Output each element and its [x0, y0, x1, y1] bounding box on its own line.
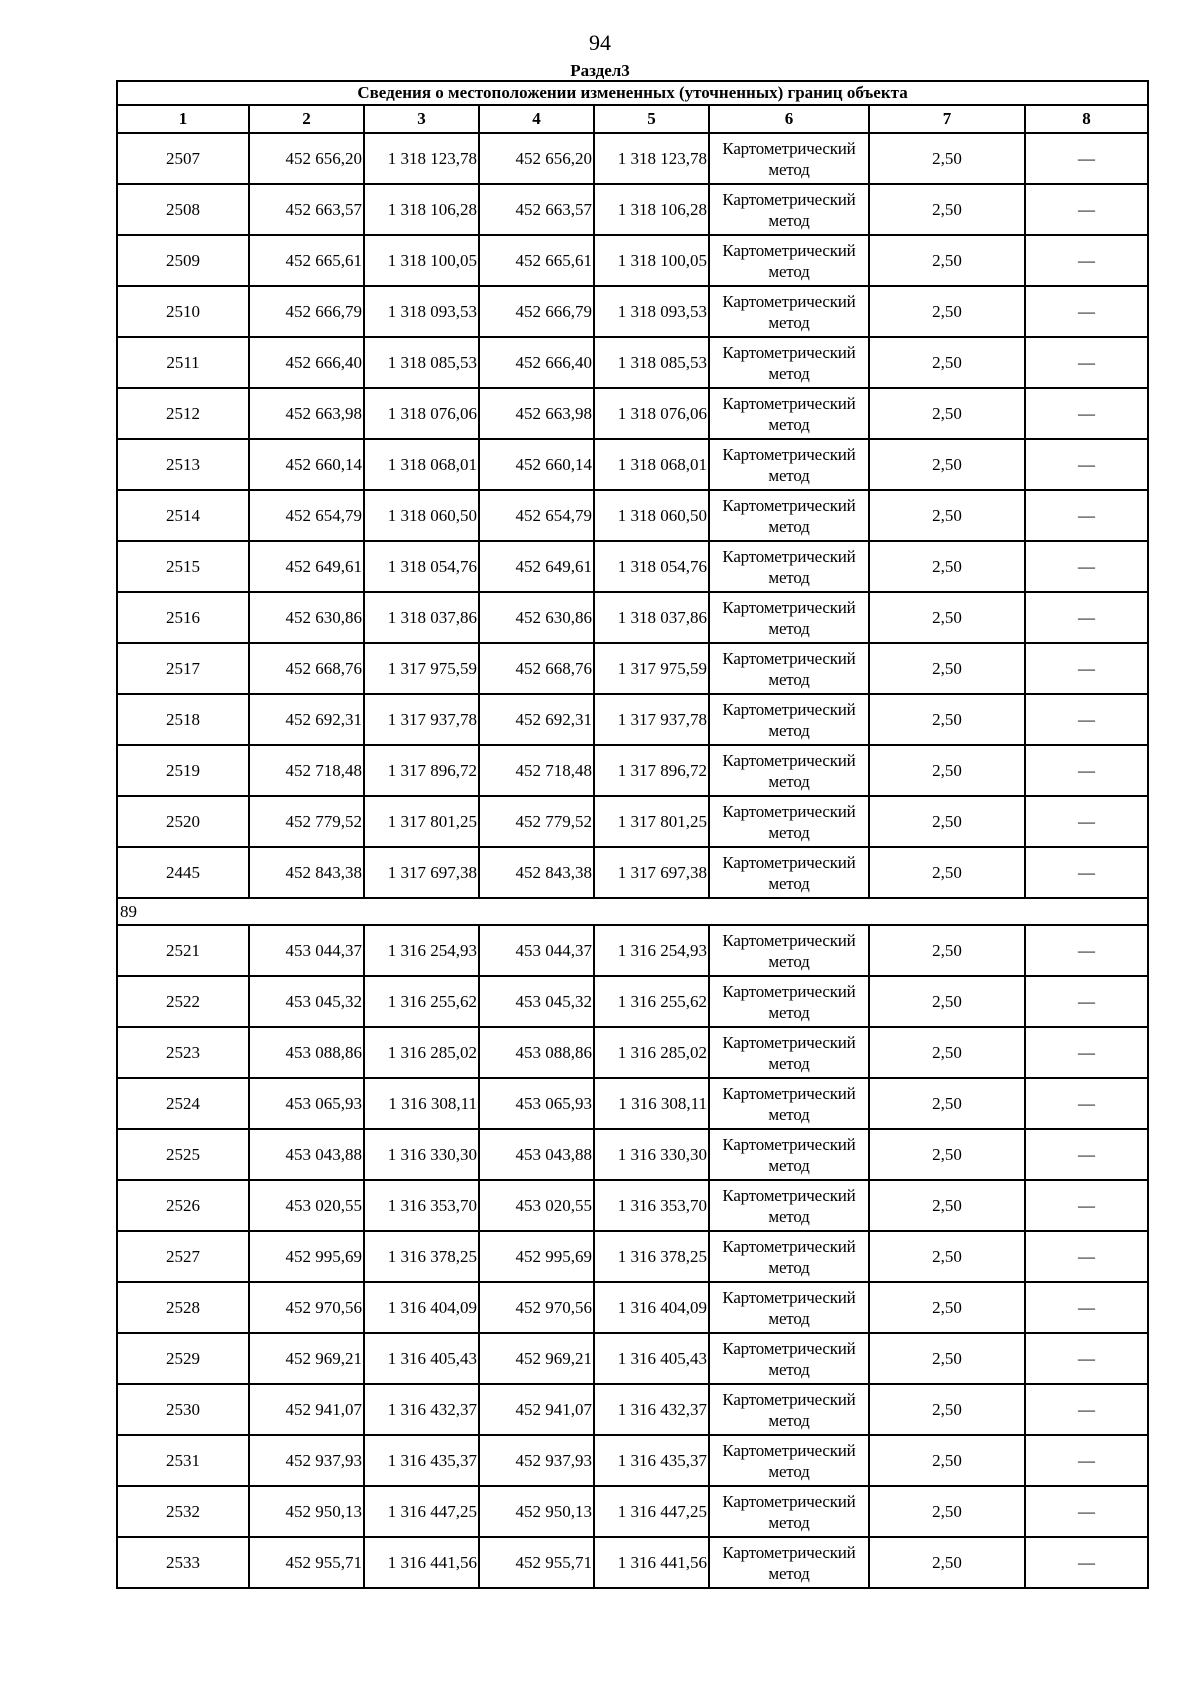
y-new-cell: 1 317 697,38 [594, 847, 709, 898]
x-new-cell: 452 779,52 [479, 796, 594, 847]
table-caption: Сведения о местоположении измененных (уточненных) границ объекта [117, 81, 1148, 105]
boundary-coordinates-table [116, 80, 1149, 1589]
note-cell: — [1025, 1333, 1148, 1384]
y-new-cell: 1 316 254,93 [594, 925, 709, 976]
point-number-cell: 2519 [117, 745, 249, 796]
y-old-cell: 1 318 037,86 [364, 592, 479, 643]
accuracy-cell: 2,50 [869, 1537, 1025, 1588]
method-cell: Картометрический метод [709, 1129, 869, 1180]
y-new-cell: 1 316 441,56 [594, 1537, 709, 1588]
accuracy-cell: 2,50 [869, 1180, 1025, 1231]
x-new-cell: 453 065,93 [479, 1078, 594, 1129]
y-old-cell: 1 317 975,59 [364, 643, 479, 694]
y-new-cell: 1 318 060,50 [594, 490, 709, 541]
x-new-cell: 452 969,21 [479, 1333, 594, 1384]
note-cell: — [1025, 796, 1148, 847]
table-row [117, 745, 1148, 796]
method-cell: Картометрический метод [709, 1180, 869, 1231]
x-new-cell: 452 843,38 [479, 847, 594, 898]
method-cell: Картометрический метод [709, 745, 869, 796]
y-new-cell: 1 316 353,70 [594, 1180, 709, 1231]
x-new-cell: 452 941,07 [479, 1384, 594, 1435]
x-new-cell: 452 665,61 [479, 235, 594, 286]
point-number-cell: 2517 [117, 643, 249, 694]
point-number-cell: 2525 [117, 1129, 249, 1180]
point-number-cell: 2507 [117, 133, 249, 184]
method-cell: Картометрический метод [709, 1027, 869, 1078]
accuracy-cell: 2,50 [869, 439, 1025, 490]
accuracy-cell: 2,50 [869, 235, 1025, 286]
point-number-cell: 2516 [117, 592, 249, 643]
method-cell: Картометрический метод [709, 1537, 869, 1588]
x-new-cell: 452 656,20 [479, 133, 594, 184]
point-number-cell: 2513 [117, 439, 249, 490]
table-caption-row [117, 81, 1148, 105]
x-old-cell: 452 718,48 [249, 745, 364, 796]
note-cell: — [1025, 337, 1148, 388]
point-number-cell: 2524 [117, 1078, 249, 1129]
accuracy-cell: 2,50 [869, 1282, 1025, 1333]
table-row [117, 1129, 1148, 1180]
point-number-cell: 2532 [117, 1486, 249, 1537]
y-new-cell: 1 316 285,02 [594, 1027, 709, 1078]
y-old-cell: 1 317 937,78 [364, 694, 479, 745]
y-new-cell: 1 316 308,11 [594, 1078, 709, 1129]
accuracy-cell: 2,50 [869, 1027, 1025, 1078]
x-old-cell: 452 970,56 [249, 1282, 364, 1333]
accuracy-cell: 2,50 [869, 1486, 1025, 1537]
y-old-cell: 1 318 054,76 [364, 541, 479, 592]
note-cell: — [1025, 1078, 1148, 1129]
method-cell: Картометрический метод [709, 1486, 869, 1537]
x-new-cell: 452 950,13 [479, 1486, 594, 1537]
method-cell: Картометрический метод [709, 1384, 869, 1435]
table-body [117, 81, 1148, 1588]
x-new-cell: 452 970,56 [479, 1282, 594, 1333]
point-number-cell: 2533 [117, 1537, 249, 1588]
x-old-cell: 452 654,79 [249, 490, 364, 541]
note-cell: — [1025, 184, 1148, 235]
table-row [117, 133, 1148, 184]
y-old-cell: 1 318 106,28 [364, 184, 479, 235]
accuracy-cell: 2,50 [869, 745, 1025, 796]
x-new-cell: 452 995,69 [479, 1231, 594, 1282]
y-old-cell: 1 318 085,53 [364, 337, 479, 388]
note-cell: — [1025, 1231, 1148, 1282]
method-cell: Картометрический метод [709, 388, 869, 439]
accuracy-cell: 2,50 [869, 133, 1025, 184]
method-cell: Картометрический метод [709, 490, 869, 541]
note-cell: — [1025, 235, 1148, 286]
x-old-cell: 452 666,79 [249, 286, 364, 337]
table-row [117, 847, 1148, 898]
method-cell: Картометрический метод [709, 925, 869, 976]
column-number: 1 [117, 105, 249, 133]
note-cell: — [1025, 133, 1148, 184]
table-row [117, 643, 1148, 694]
point-number-cell: 2511 [117, 337, 249, 388]
table-row [117, 1078, 1148, 1129]
x-old-cell: 453 045,32 [249, 976, 364, 1027]
table-row [117, 337, 1148, 388]
y-new-cell: 1 316 378,25 [594, 1231, 709, 1282]
x-old-cell: 452 666,40 [249, 337, 364, 388]
x-new-cell: 453 044,37 [479, 925, 594, 976]
y-new-cell: 1 316 255,62 [594, 976, 709, 1027]
x-new-cell: 452 630,86 [479, 592, 594, 643]
y-old-cell: 1 316 285,02 [364, 1027, 479, 1078]
accuracy-cell: 2,50 [869, 643, 1025, 694]
table-row [117, 286, 1148, 337]
x-new-cell: 452 663,98 [479, 388, 594, 439]
accuracy-cell: 2,50 [869, 286, 1025, 337]
table-row [117, 1282, 1148, 1333]
y-old-cell: 1 318 076,06 [364, 388, 479, 439]
method-cell: Картометрический метод [709, 235, 869, 286]
point-number-cell: 2530 [117, 1384, 249, 1435]
x-new-cell: 452 718,48 [479, 745, 594, 796]
y-new-cell: 1 318 123,78 [594, 133, 709, 184]
point-number-cell: 2514 [117, 490, 249, 541]
x-old-cell: 452 649,61 [249, 541, 364, 592]
x-old-cell: 452 660,14 [249, 439, 364, 490]
accuracy-cell: 2,50 [869, 337, 1025, 388]
y-old-cell: 1 316 432,37 [364, 1384, 479, 1435]
y-new-cell: 1 316 404,09 [594, 1282, 709, 1333]
method-cell: Картометрический метод [709, 847, 869, 898]
point-number-cell: 2510 [117, 286, 249, 337]
note-cell: — [1025, 1384, 1148, 1435]
table-row [117, 235, 1148, 286]
y-new-cell: 1 316 330,30 [594, 1129, 709, 1180]
table-row [117, 1486, 1148, 1537]
x-new-cell: 453 045,32 [479, 976, 594, 1027]
y-new-cell: 1 317 937,78 [594, 694, 709, 745]
x-old-cell: 452 668,76 [249, 643, 364, 694]
x-old-cell: 452 937,93 [249, 1435, 364, 1486]
accuracy-cell: 2,50 [869, 925, 1025, 976]
point-number-cell: 2526 [117, 1180, 249, 1231]
x-new-cell: 452 955,71 [479, 1537, 594, 1588]
note-cell: — [1025, 1180, 1148, 1231]
y-new-cell: 1 316 435,37 [594, 1435, 709, 1486]
point-number-cell: 2531 [117, 1435, 249, 1486]
y-new-cell: 1 318 076,06 [594, 388, 709, 439]
y-new-cell: 1 318 068,01 [594, 439, 709, 490]
accuracy-cell: 2,50 [869, 1129, 1025, 1180]
accuracy-cell: 2,50 [869, 694, 1025, 745]
accuracy-cell: 2,50 [869, 184, 1025, 235]
note-cell: — [1025, 1282, 1148, 1333]
y-new-cell: 1 317 975,59 [594, 643, 709, 694]
method-cell: Картометрический метод [709, 1231, 869, 1282]
y-old-cell: 1 316 441,56 [364, 1537, 479, 1588]
note-cell: — [1025, 1537, 1148, 1588]
y-old-cell: 1 317 896,72 [364, 745, 479, 796]
point-number-cell: 2445 [117, 847, 249, 898]
x-old-cell: 452 656,20 [249, 133, 364, 184]
table-row [117, 796, 1148, 847]
table-row [117, 1333, 1148, 1384]
x-new-cell: 452 654,79 [479, 490, 594, 541]
note-cell: — [1025, 976, 1148, 1027]
note-cell: — [1025, 925, 1148, 976]
y-new-cell: 1 316 405,43 [594, 1333, 709, 1384]
note-cell: — [1025, 592, 1148, 643]
method-cell: Картометрический метод [709, 337, 869, 388]
x-old-cell: 452 665,61 [249, 235, 364, 286]
point-number-cell: 2529 [117, 1333, 249, 1384]
y-old-cell: 1 316 330,30 [364, 1129, 479, 1180]
y-old-cell: 1 316 435,37 [364, 1435, 479, 1486]
accuracy-cell: 2,50 [869, 796, 1025, 847]
x-new-cell: 452 937,93 [479, 1435, 594, 1486]
point-number-cell: 2508 [117, 184, 249, 235]
method-cell: Картометрический метод [709, 643, 869, 694]
table-row [117, 1180, 1148, 1231]
y-new-cell: 1 318 085,53 [594, 337, 709, 388]
column-number: 2 [249, 105, 364, 133]
column-number: 8 [1025, 105, 1148, 133]
y-old-cell: 1 316 255,62 [364, 976, 479, 1027]
point-number-cell: 2518 [117, 694, 249, 745]
point-number-cell: 2521 [117, 925, 249, 976]
method-cell: Картометрический метод [709, 286, 869, 337]
x-old-cell: 453 043,88 [249, 1129, 364, 1180]
accuracy-cell: 2,50 [869, 1333, 1025, 1384]
x-old-cell: 452 950,13 [249, 1486, 364, 1537]
table-row [117, 490, 1148, 541]
point-number-cell: 2509 [117, 235, 249, 286]
accuracy-cell: 2,50 [869, 388, 1025, 439]
table-row [117, 1231, 1148, 1282]
x-new-cell: 452 660,14 [479, 439, 594, 490]
x-old-cell: 452 663,57 [249, 184, 364, 235]
column-number: 3 [364, 105, 479, 133]
y-new-cell: 1 318 106,28 [594, 184, 709, 235]
note-cell: — [1025, 694, 1148, 745]
note-cell: — [1025, 1486, 1148, 1537]
x-old-cell: 452 995,69 [249, 1231, 364, 1282]
x-new-cell: 453 043,88 [479, 1129, 594, 1180]
method-cell: Картометрический метод [709, 1282, 869, 1333]
note-cell: — [1025, 388, 1148, 439]
accuracy-cell: 2,50 [869, 592, 1025, 643]
y-new-cell: 1 316 447,25 [594, 1486, 709, 1537]
x-new-cell: 452 668,76 [479, 643, 594, 694]
note-cell: — [1025, 847, 1148, 898]
note-cell: — [1025, 643, 1148, 694]
note-cell: — [1025, 745, 1148, 796]
table-row [117, 694, 1148, 745]
accuracy-cell: 2,50 [869, 1384, 1025, 1435]
method-cell: Картометрический метод [709, 1078, 869, 1129]
y-new-cell: 1 317 896,72 [594, 745, 709, 796]
table-row [117, 976, 1148, 1027]
table-row [117, 1537, 1148, 1588]
x-old-cell: 452 692,31 [249, 694, 364, 745]
method-cell: Картометрический метод [709, 796, 869, 847]
x-new-cell: 452 692,31 [479, 694, 594, 745]
method-cell: Картометрический метод [709, 694, 869, 745]
y-old-cell: 1 317 697,38 [364, 847, 479, 898]
table-row [117, 388, 1148, 439]
y-old-cell: 1 316 254,93 [364, 925, 479, 976]
x-old-cell: 452 663,98 [249, 388, 364, 439]
note-cell: — [1025, 286, 1148, 337]
y-new-cell: 1 318 093,53 [594, 286, 709, 337]
note-cell: — [1025, 1027, 1148, 1078]
x-old-cell: 452 941,07 [249, 1384, 364, 1435]
y-old-cell: 1 318 068,01 [364, 439, 479, 490]
point-number-cell: 2523 [117, 1027, 249, 1078]
point-number-cell: 2520 [117, 796, 249, 847]
y-old-cell: 1 318 093,53 [364, 286, 479, 337]
accuracy-cell: 2,50 [869, 541, 1025, 592]
point-number-cell: 2522 [117, 976, 249, 1027]
accuracy-cell: 2,50 [869, 847, 1025, 898]
column-number: 5 [594, 105, 709, 133]
y-old-cell: 1 316 405,43 [364, 1333, 479, 1384]
x-new-cell: 453 020,55 [479, 1180, 594, 1231]
x-old-cell: 452 630,86 [249, 592, 364, 643]
method-cell: Картометрический метод [709, 133, 869, 184]
y-new-cell: 1 316 432,37 [594, 1384, 709, 1435]
y-old-cell: 1 316 378,25 [364, 1231, 479, 1282]
y-new-cell: 1 318 054,76 [594, 541, 709, 592]
x-old-cell: 452 843,38 [249, 847, 364, 898]
y-old-cell: 1 316 353,70 [364, 1180, 479, 1231]
x-new-cell: 452 666,79 [479, 286, 594, 337]
x-old-cell: 453 044,37 [249, 925, 364, 976]
note-cell: — [1025, 541, 1148, 592]
x-new-cell: 453 088,86 [479, 1027, 594, 1078]
accuracy-cell: 2,50 [869, 1435, 1025, 1486]
note-cell: — [1025, 439, 1148, 490]
accuracy-cell: 2,50 [869, 1078, 1025, 1129]
method-cell: Картометрический метод [709, 1435, 869, 1486]
table-row [117, 439, 1148, 490]
x-old-cell: 453 065,93 [249, 1078, 364, 1129]
column-number: 6 [709, 105, 869, 133]
method-cell: Картометрический метод [709, 1333, 869, 1384]
point-number-cell: 2512 [117, 388, 249, 439]
method-cell: Картометрический метод [709, 439, 869, 490]
method-cell: Картометрический метод [709, 541, 869, 592]
contour-group-label: 89 [117, 898, 1148, 925]
point-number-cell: 2527 [117, 1231, 249, 1282]
column-number: 4 [479, 105, 594, 133]
accuracy-cell: 2,50 [869, 1231, 1025, 1282]
accuracy-cell: 2,50 [869, 976, 1025, 1027]
point-number-cell: 2528 [117, 1282, 249, 1333]
x-new-cell: 452 663,57 [479, 184, 594, 235]
y-old-cell: 1 318 123,78 [364, 133, 479, 184]
table-row [117, 541, 1148, 592]
contour-group-row [117, 898, 1148, 925]
table-row [117, 1384, 1148, 1435]
note-cell: — [1025, 1129, 1148, 1180]
accuracy-cell: 2,50 [869, 490, 1025, 541]
y-new-cell: 1 318 037,86 [594, 592, 709, 643]
y-new-cell: 1 318 100,05 [594, 235, 709, 286]
column-number-row [117, 105, 1148, 133]
y-old-cell: 1 316 404,09 [364, 1282, 479, 1333]
x-new-cell: 452 666,40 [479, 337, 594, 388]
table-row [117, 592, 1148, 643]
column-number: 7 [869, 105, 1025, 133]
note-cell: — [1025, 490, 1148, 541]
section-title: Раздел3 [570, 61, 630, 80]
x-new-cell: 452 649,61 [479, 541, 594, 592]
y-old-cell: 1 316 308,11 [364, 1078, 479, 1129]
method-cell: Картометрический метод [709, 976, 869, 1027]
page-number: 94 [589, 30, 611, 55]
y-new-cell: 1 317 801,25 [594, 796, 709, 847]
table-row [117, 1027, 1148, 1078]
x-old-cell: 453 088,86 [249, 1027, 364, 1078]
x-old-cell: 452 779,52 [249, 796, 364, 847]
table-row [117, 1435, 1148, 1486]
x-old-cell: 452 969,21 [249, 1333, 364, 1384]
y-old-cell: 1 317 801,25 [364, 796, 479, 847]
method-cell: Картометрический метод [709, 592, 869, 643]
point-number-cell: 2515 [117, 541, 249, 592]
y-old-cell: 1 318 100,05 [364, 235, 479, 286]
method-cell: Картометрический метод [709, 184, 869, 235]
table-row [117, 184, 1148, 235]
x-old-cell: 452 955,71 [249, 1537, 364, 1588]
y-old-cell: 1 316 447,25 [364, 1486, 479, 1537]
table-row [117, 925, 1148, 976]
y-old-cell: 1 318 060,50 [364, 490, 479, 541]
x-old-cell: 453 020,55 [249, 1180, 364, 1231]
note-cell: — [1025, 1435, 1148, 1486]
